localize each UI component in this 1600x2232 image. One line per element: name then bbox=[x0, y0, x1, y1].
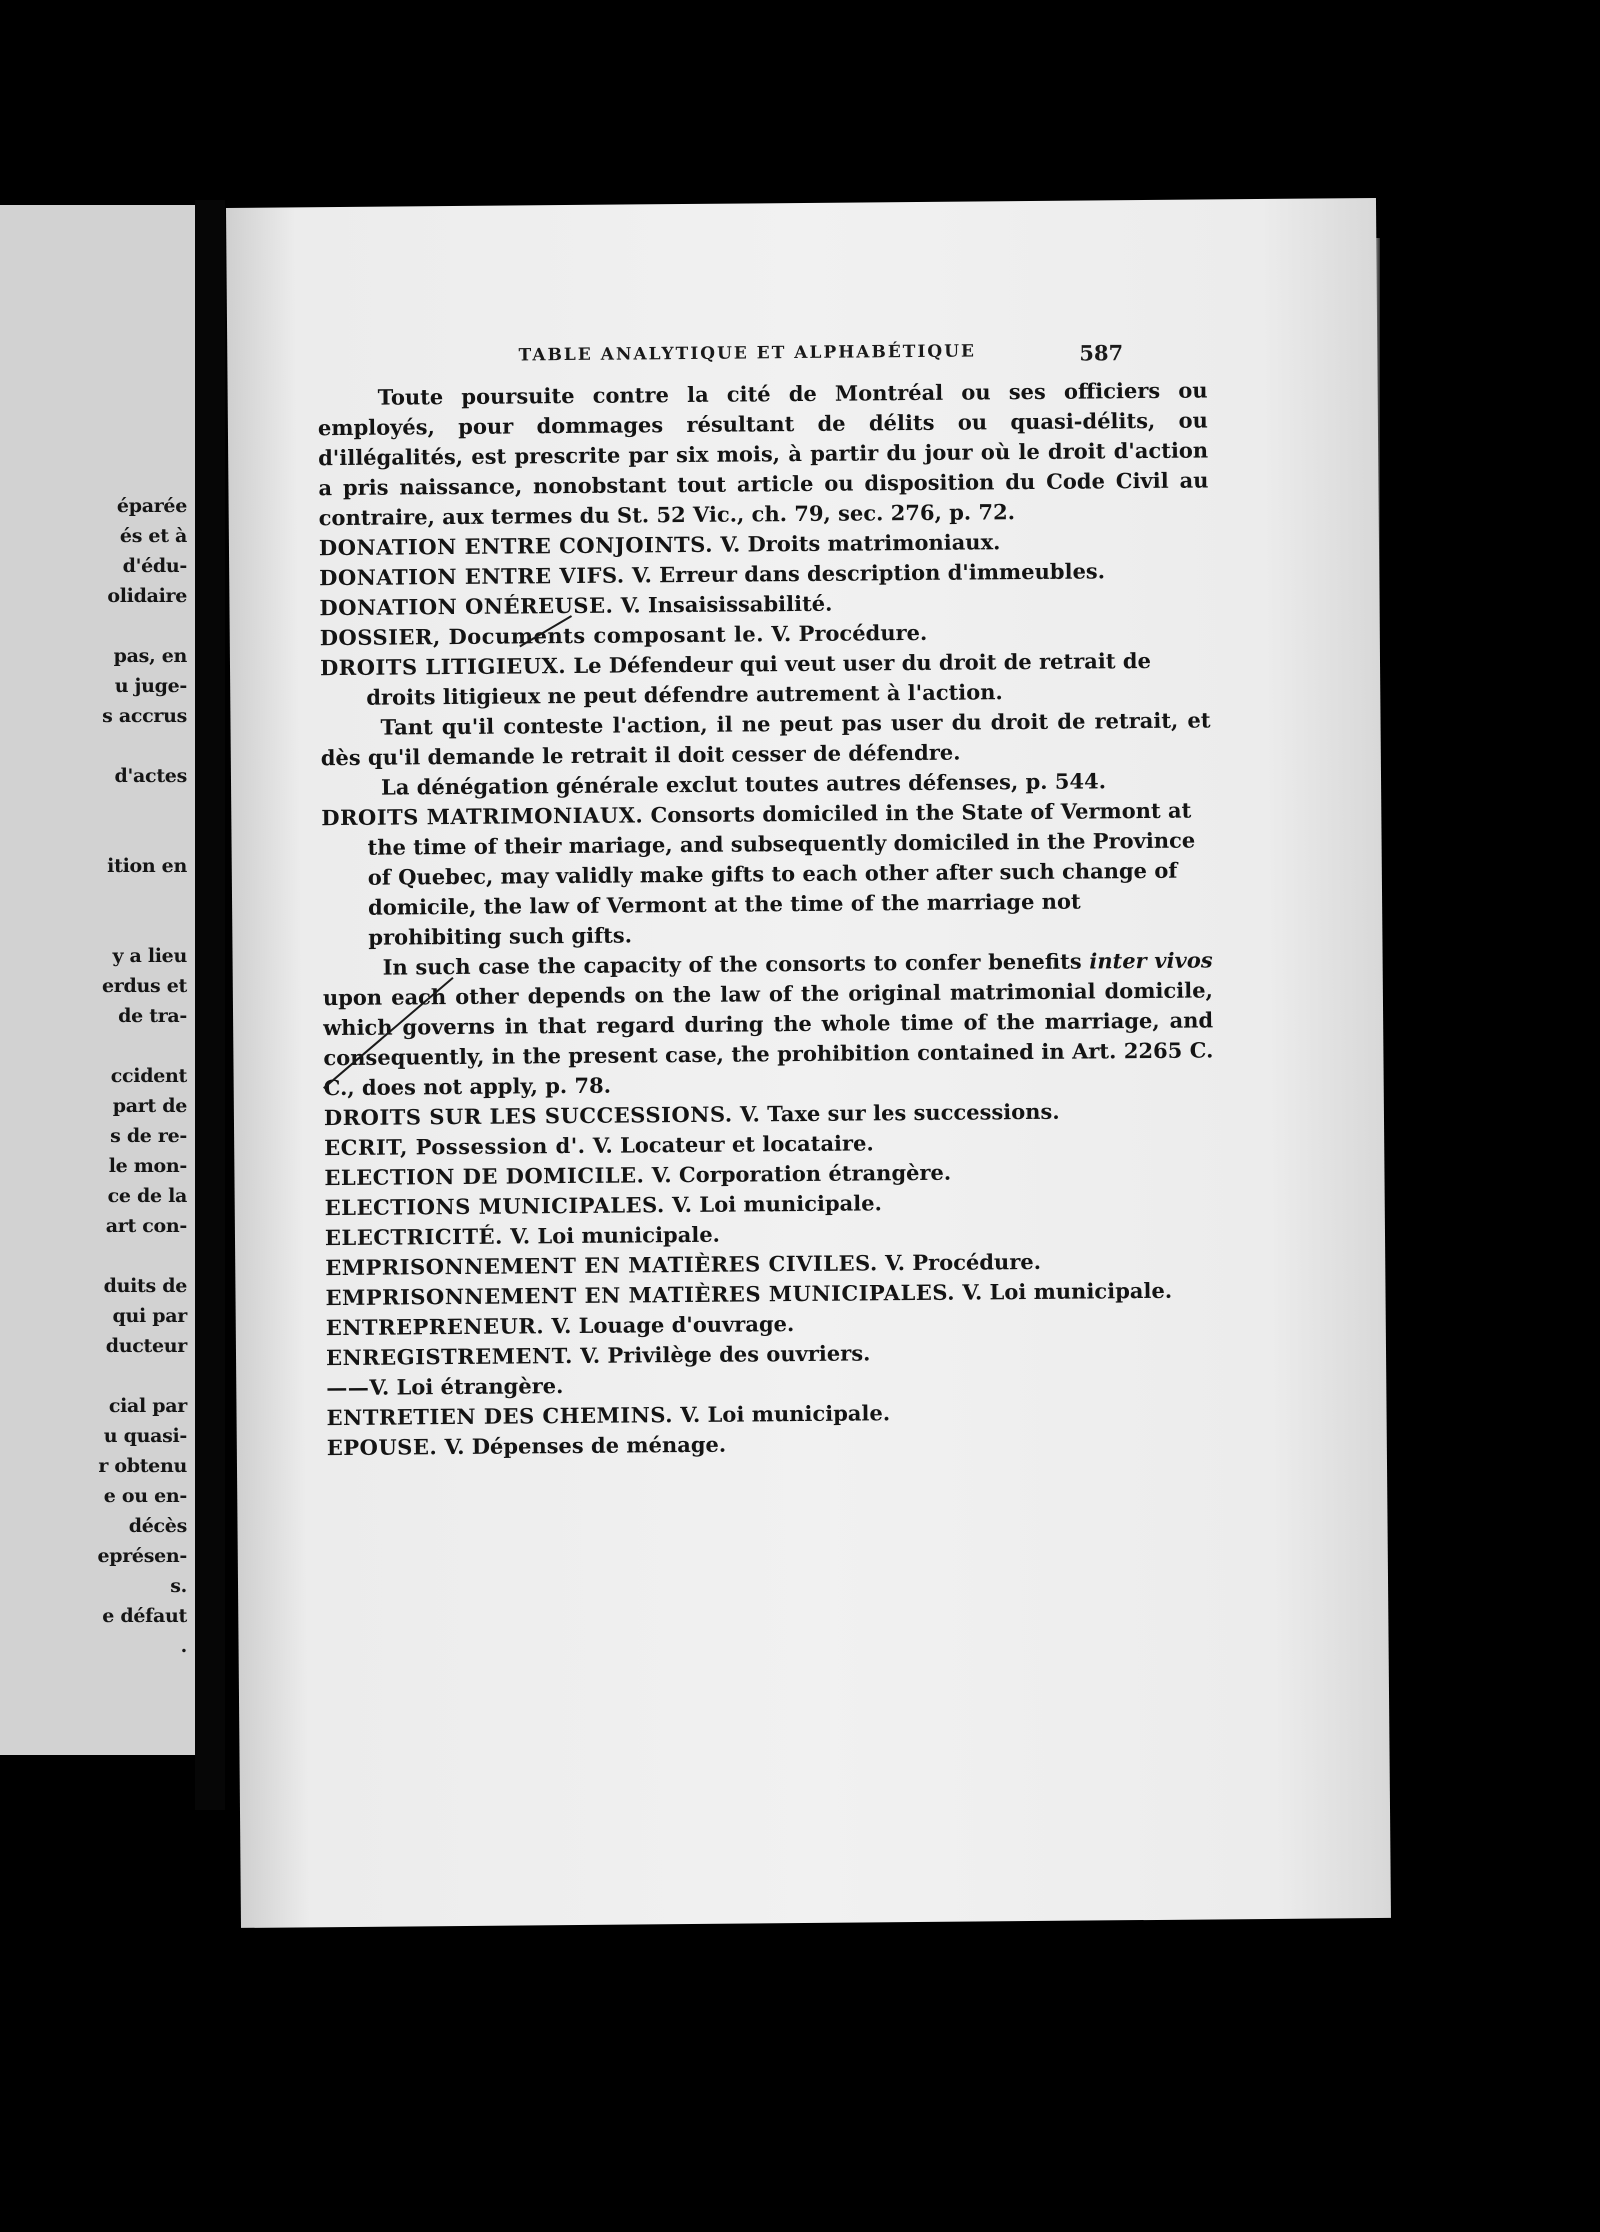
entry-text: V. Loi municipale. bbox=[664, 1190, 882, 1218]
entry-heading: DONATION ENTRE VIFS. bbox=[319, 562, 625, 591]
book-gutter bbox=[195, 200, 225, 1810]
left-page-fragment: . bbox=[180, 1635, 187, 1657]
entry-heading: ENTREPRENEUR. bbox=[325, 1313, 545, 1341]
index-entry bbox=[320, 645, 1210, 713]
left-page-fragment: d'actes bbox=[114, 765, 187, 787]
entry-heading: DOSSIER, Documents composant le. bbox=[319, 621, 765, 651]
entry-heading: EPOUSE. bbox=[326, 1434, 438, 1461]
left-page-fragment: qui par bbox=[112, 1305, 187, 1327]
index-paragraph: La dénégation générale exclut toutes autres défenses, p. 544. bbox=[380, 768, 1107, 800]
left-page-fragment: de tra- bbox=[118, 1005, 187, 1027]
entry-text: V. Loi municipale. bbox=[954, 1277, 1173, 1305]
entry-heading: ELECTRICITÉ. bbox=[324, 1223, 503, 1251]
entry-text: V. Louage d'ouvrage. bbox=[543, 1311, 795, 1339]
index-paragraph: Tant qu'il conteste l'action, il ne peut pas user du droit de retrait, et dès qu'il demande le retrait il doit cesser de défendre. bbox=[320, 707, 1211, 771]
left-page-fragment: part de bbox=[112, 1095, 187, 1117]
left-page-fragment: cial par bbox=[108, 1395, 187, 1417]
entry-text: V. Corporation étrangère. bbox=[644, 1159, 952, 1188]
entry-text: V. Droits matrimoniaux. bbox=[712, 529, 1001, 557]
left-page-fragment: s. bbox=[170, 1575, 187, 1597]
italic-phrase: inter vivos bbox=[1089, 947, 1213, 974]
index-entry bbox=[327, 1425, 1217, 1463]
entry-heading: —— bbox=[326, 1374, 370, 1401]
left-page-fragment: erdus et bbox=[102, 975, 187, 997]
left-page-fragment: le mon- bbox=[108, 1155, 187, 1177]
left-page-fragment: és et à bbox=[119, 525, 187, 547]
entry-heading: ENTRETIEN DES CHEMINS. bbox=[326, 1402, 674, 1431]
entry-text: Le Défendeur qui veut user du droit de retrait de droits litigieux ne peut défendre autrement à l'action. bbox=[366, 647, 1151, 710]
left-page-fragment: e ou en- bbox=[103, 1485, 187, 1507]
left-page-fragment: y a lieu bbox=[112, 945, 187, 967]
left-page-fragment: ce de la bbox=[107, 1185, 187, 1207]
entry-text: V. Erreur dans description d'immeubles. bbox=[624, 558, 1106, 588]
entry-heading: DONATION ENTRE CONJOINTS. bbox=[318, 531, 714, 561]
entry-heading: DROITS LITIGIEUX. bbox=[319, 653, 567, 681]
entry-text: Consorts domiciled in the State of Vermont at the time of their mariage, and subsequently domiciled in the Province of Quebec, may validly make gifts to each other after such change of domicile, the law of Vermont at the time of the marriage not prohibiting such gifts. bbox=[367, 797, 1196, 950]
left-page-fragment: d'édu- bbox=[122, 555, 187, 577]
entry-text: V. Procédure. bbox=[877, 1248, 1042, 1276]
left-page-fragment: duits de bbox=[103, 1275, 187, 1297]
index-paragraph: In such case the capacity of the consorts to confer benefits inter vivos upon each other depends on the law of the original matrimonial domicile, which governs in that regard during the whole time of the marriage, and consequently, in the present case, the prohibition contained in Art. 2265 C. C., does not apply, p. 78. bbox=[322, 947, 1214, 1101]
left-page-fragment: s accrus bbox=[102, 705, 187, 727]
entry-text: V. Taxe sur les successions. bbox=[732, 1098, 1060, 1127]
left-page-fragment: u juge- bbox=[114, 675, 187, 697]
left-page-fragment: eprésen- bbox=[97, 1545, 187, 1567]
left-page-fragment: éparée bbox=[116, 495, 187, 517]
entry-text: V. Insaisissabilité. bbox=[613, 590, 833, 618]
entry-heading: EMPRISONNEMENT EN MATIÈRES CIVILES. bbox=[325, 1250, 878, 1281]
left-page-fragment: art con- bbox=[105, 1215, 187, 1237]
entry-text: V. Procédure. bbox=[763, 619, 928, 647]
page-number: 587 bbox=[1079, 340, 1124, 366]
entry-text: V. Privilège des ouvriers. bbox=[572, 1340, 871, 1369]
left-page-fragment: pas, en bbox=[113, 645, 187, 667]
index-body bbox=[318, 375, 1217, 1463]
running-head: TABLE ANALYTIQUE ET ALPHABÉTIQUE bbox=[518, 341, 977, 366]
left-page-fragment: décès bbox=[128, 1515, 187, 1537]
entry-heading: ELECTIONS MUNICIPALES. bbox=[324, 1192, 665, 1221]
left-page-fragment: ition en bbox=[107, 855, 187, 877]
left-page-fragment: s de re- bbox=[110, 1125, 187, 1147]
entry-text: V. Loi étrangère. bbox=[369, 1373, 564, 1400]
entry-heading: DROITS SUR LES SUCCESSIONS. bbox=[323, 1101, 733, 1131]
entry-heading: DROITS MATRIMONIAUX. bbox=[321, 802, 644, 831]
left-page-fragment: olidaire bbox=[107, 585, 187, 607]
entry-heading: EMPRISONNEMENT EN MATIÈRES MUNICIPALES. bbox=[325, 1279, 956, 1311]
entry-text: V. Loi municipale. bbox=[502, 1221, 721, 1249]
index-entry bbox=[321, 795, 1212, 953]
index-paragraph: Toute poursuite contre la cité de Montréal ou ses officiers ou employés, pour dommages résultant de délits ou quasi-délits, ou d'illégalités, est prescrite par six mois, à partir du jour où le droit d'action a pris naissance, nonobstant tout article ou disposition du Code Civil au contraire, aux termes du St. 52 Vic., ch. 79, sec. 276, p. 72. bbox=[317, 377, 1209, 531]
entry-heading: ELECTION DE DOMICILE. bbox=[324, 1162, 645, 1191]
entry-text: V. Locateur et locataire. bbox=[585, 1130, 874, 1158]
left-page bbox=[0, 205, 195, 1755]
right-page bbox=[226, 198, 1391, 1928]
left-page-fragment: r obtenu bbox=[98, 1455, 187, 1477]
left-page-fragment: e défaut bbox=[102, 1605, 187, 1627]
entry-heading: DONATION ONÉREUSE. bbox=[319, 592, 614, 621]
entry-heading: ECRIT, Possession d'. bbox=[324, 1132, 586, 1161]
entry-text: V. Loi municipale. bbox=[672, 1400, 891, 1428]
left-page-fragment: ducteur bbox=[105, 1335, 187, 1357]
left-page-fragment: ccident bbox=[110, 1065, 187, 1087]
entry-text: V. Dépenses de ménage. bbox=[437, 1431, 727, 1460]
left-page-fragment: u quasi- bbox=[103, 1425, 187, 1447]
entry-heading: ENREGISTREMENT. bbox=[325, 1343, 573, 1371]
